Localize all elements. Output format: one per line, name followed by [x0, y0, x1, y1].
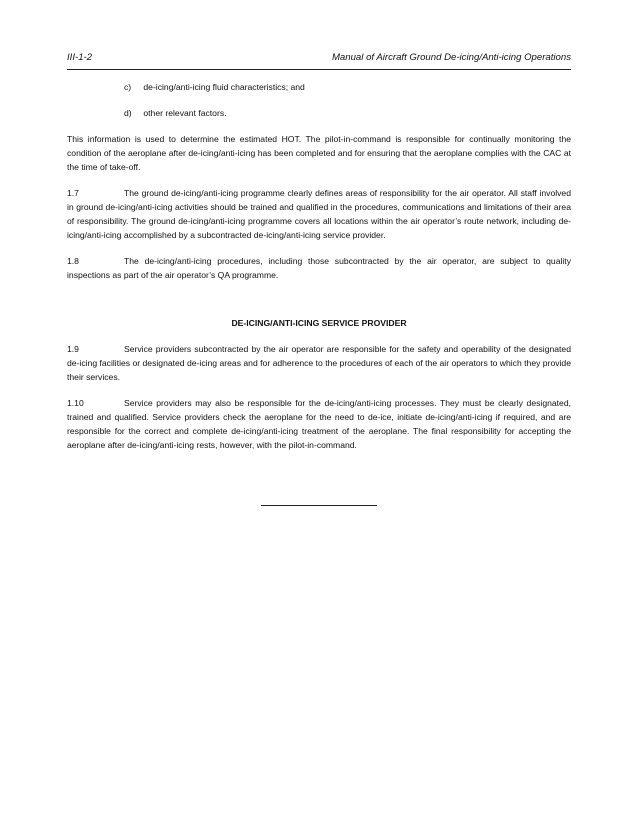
- paragraph-text: Service providers subcontracted by the air operator are responsible for the safety and operability of the designated de-icing facilities or designated de-icing areas and for adherence to the procedures of each of the air operators to which they provide their services.: [67, 344, 571, 382]
- document-body: [67, 80, 571, 464]
- paragraph-1-9: [67, 342, 571, 384]
- paragraph-text: The ground de-icing/anti-icing programme clearly defines areas of responsibility for the air operator. All staff involved in ground de-icing/anti-icing activities should be trained and qualified in the procedures, communications and limitations of their area of responsibility. The ground de-icing/anti-icing programme covers all locations within the air operator’s route network, including de-icing/anti-icing accomplished by a subcontracted de-icing/anti-icing service provider.: [67, 188, 571, 240]
- list-marker: c): [124, 82, 132, 92]
- paragraph-1-8: [67, 254, 571, 282]
- page-number: III-1-2: [67, 52, 93, 63]
- list-item-text: other relevant factors.: [143, 108, 227, 118]
- paragraph-number: 1.10: [67, 398, 84, 408]
- end-of-page-rule: [261, 505, 377, 506]
- paragraph-text: The de-icing/anti-icing procedures, including those subcontracted by the air operator, are subject to quality inspections as part of the air operator’s QA programme.: [67, 256, 571, 280]
- paragraph-number: 1.7: [67, 188, 79, 198]
- list-item-text: de-icing/anti-icing fluid characteristics; and: [143, 82, 305, 92]
- section-heading: DE-ICING/ANTI-ICING SERVICE PROVIDER: [231, 318, 407, 328]
- paragraph-number: 1.8: [67, 256, 79, 266]
- list-item: [124, 106, 571, 120]
- paragraph-text: This information is used to determine the estimated HOT. The pilot-in-command is responsible for continually monitoring the condition of the aeroplane after de-icing/anti-icing has been completed and for ensuring that the aeroplane complies with the CAC at the time of take-off.: [67, 134, 571, 172]
- paragraph-number: 1.9: [67, 344, 79, 354]
- paragraph-1-10: [67, 396, 571, 452]
- list-item: [124, 80, 571, 94]
- running-header: [67, 52, 571, 70]
- paragraph: [67, 132, 571, 174]
- paragraph-text: Service providers may also be responsible for the de-icing/anti-icing processes. They must be clearly designated, trained and qualified. Service providers check the aeroplane for the need to de-ice, initiate de-icing/anti-icing if required, and are responsible for the correct and complete de-icing/anti-icing treatment of the aeroplane. The final responsibility for accepting the aeroplane after de-icing/anti-icing rests, however, with the pilot-in-command.: [67, 398, 571, 450]
- manual-title: Manual of Aircraft Ground De-icing/Anti-icing Operations: [331, 52, 571, 63]
- paragraph-1-7: [67, 186, 571, 242]
- list-marker: d): [124, 108, 132, 118]
